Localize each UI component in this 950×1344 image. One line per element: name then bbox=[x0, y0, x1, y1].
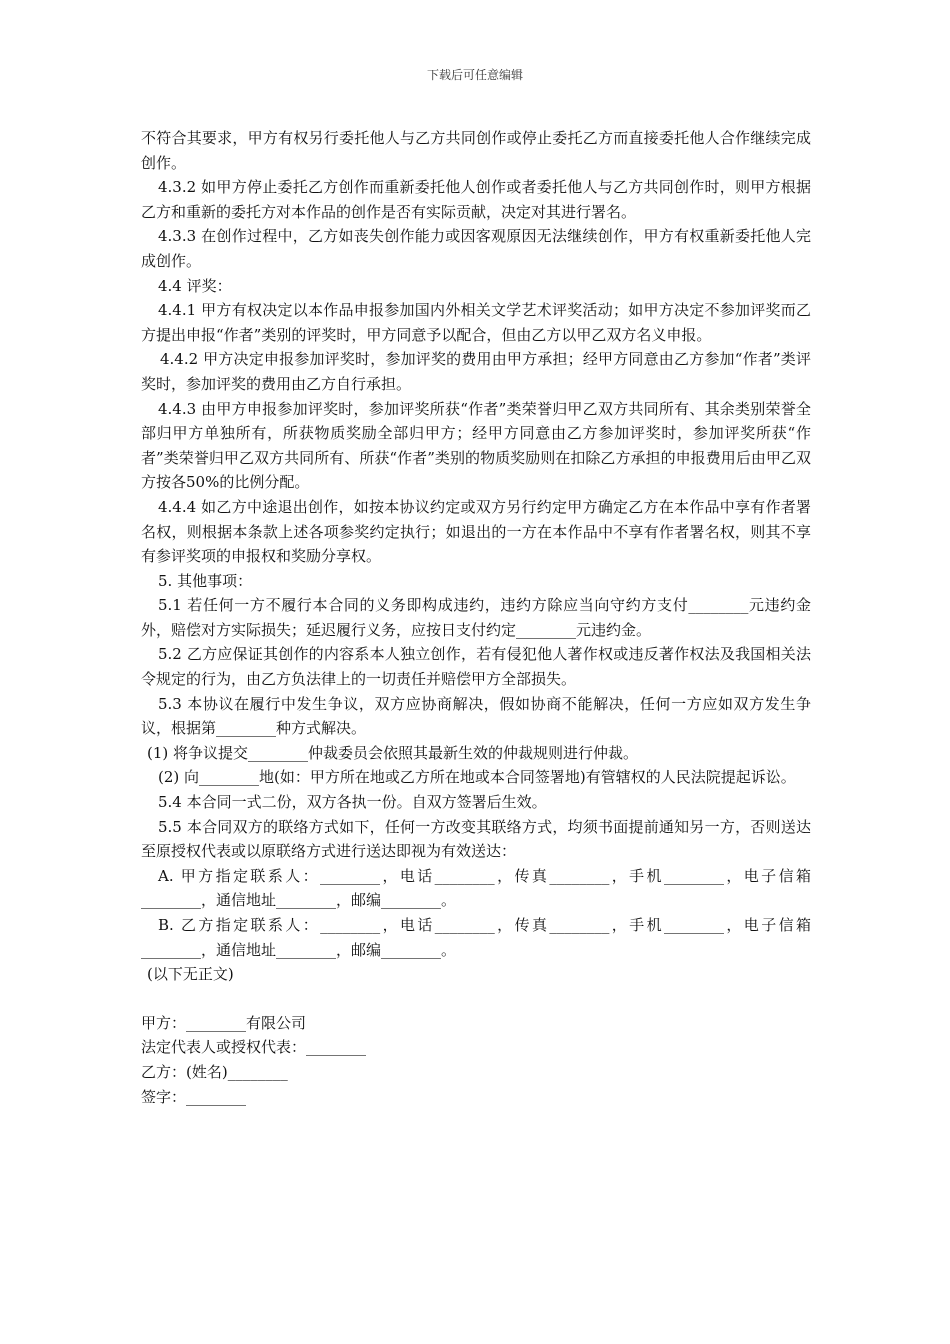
section-4-4-heading: 4.4 评奖： bbox=[158, 276, 232, 295]
paragraph-5-5: 5.5 本合同双方的联络方式如下，任何一方改变其联络方式，均须书面提前通知另一方，否则送达至原授权代表或以原联络方式进行送达即视为有效送达： bbox=[141, 817, 811, 861]
paragraph-4-3-3: 4.3.3 在创作过程中，乙方如丧失创作能力或因客观原因无法继续创作，甲方有权重新委托他人完成创作。 bbox=[141, 227, 811, 270]
paragraph-5-1: 5.1 若任何一方不履行本合同的义务即构成违约，违约方除应当向守约方支付________元违约金外，赔偿对方实际损失；延迟履行义务，应按日支付约定________元违约金。 bbox=[141, 596, 811, 639]
paragraph-4-4-3: 4.4.3 由甲方申报参加评奖时，参加评奖所获“作者”类荣誉归甲乙双方共同所有、其余类别荣誉全部归甲方单独所有，所获物质奖励全部归甲方；经甲方同意由乙方参加评奖时，参加评奖所获“作者”类荣誉归甲乙双方共同所有、所获“作者”类别的物质奖励则在扣除乙方承担的申报费用后由甲乙双方按各50%的比例分配。 bbox=[141, 399, 811, 492]
spacer bbox=[141, 987, 811, 1011]
option-2: (2) 向________地(如：甲方所在地或乙方所在地或本合同签署地)有管辖权的人民法院提起诉讼。 bbox=[158, 768, 796, 787]
signature-representative: 法定代表人或授权代表：________ bbox=[141, 1038, 367, 1057]
signature-sign: 签字：________ bbox=[141, 1087, 247, 1106]
signature-party-b: 乙方：(姓名)________ bbox=[141, 1062, 288, 1081]
paragraph-4-3-2: 4.3.2 如甲方停止委托乙方创作而重新委托他人创作或者委托他人与乙方共同创作时，则甲方根据乙方和重新的委托方对本作品的创作是否有实际贡献，决定对其进行署名。 bbox=[141, 178, 811, 221]
page-header: 下载后可任意编辑 bbox=[426, 68, 523, 82]
document-body bbox=[141, 126, 811, 1109]
paragraph-4-4-2: 4.4.2 甲方决定申报参加评奖时，参加评奖的费用由甲方承担；经甲方同意由乙方参加“作者”类评奖时，参加评奖的费用由乙方自行承担。 bbox=[141, 350, 811, 393]
section-5-heading: 5. 其他事项： bbox=[158, 571, 253, 590]
contact-party-a: A. 甲方指定联系人：________，电话________，传真________，手机________，电子信箱________，通信地址________，邮编________。 bbox=[141, 866, 811, 910]
paragraph-5-4: 5.4 本合同一式二份，双方各执一份。自双方签署后生效。 bbox=[158, 793, 547, 812]
paragraph-4-4-1: 4.4.1 甲方有权决定以本作品申报参加国内外相关文学艺术评奖活动；如甲方决定不参加评奖而乙方提出申报“作者”类别的评奖时，甲方同意予以配合，但由乙方以甲乙双方名义申报。 bbox=[141, 301, 811, 344]
paragraph-4-3-1-continued: 不符合其要求，甲方有权另行委托他人与乙方共同创作或停止委托乙方而直接委托他人合作继续完成创作。 bbox=[141, 129, 811, 172]
end-of-text: (以下无正文) bbox=[147, 965, 234, 984]
option-1: (1) 将争议提交________仲裁委员会依照其最新生效的仲裁规则进行仲裁。 bbox=[147, 743, 639, 762]
signature-party-a: 甲方：________有限公司 bbox=[141, 1013, 307, 1032]
paragraph-4-4-4: 4.4.4 如乙方中途退出创作，如按本协议约定或双方另行约定甲方确定乙方在本作品中享有作者署名权，则根据本条款上述各项参奖约定执行；如退出的一方在本作品中不享有作者署名权，则其不享有参评奖项的申报权和奖励分享权。 bbox=[141, 497, 811, 566]
paragraph-5-2: 5.2 乙方应保证其创作的内容系本人独立创作，若有侵犯他人著作权或违反著作权法及我国相关法令规定的行为，由乙方负法律上的一切责任并赔偿甲方全部损失。 bbox=[141, 645, 811, 689]
paragraph-5-3: 5.3 本协议在履行中发生争议，双方应协商解决，假如协商不能解决，任何一方应如双方发生争议，根据第________种方式解决。 bbox=[141, 694, 811, 738]
contact-party-b: B. 乙方指定联系人：________，电话________，传真________，手机________，电子信箱________，通信地址________，邮编________。 bbox=[141, 916, 811, 959]
